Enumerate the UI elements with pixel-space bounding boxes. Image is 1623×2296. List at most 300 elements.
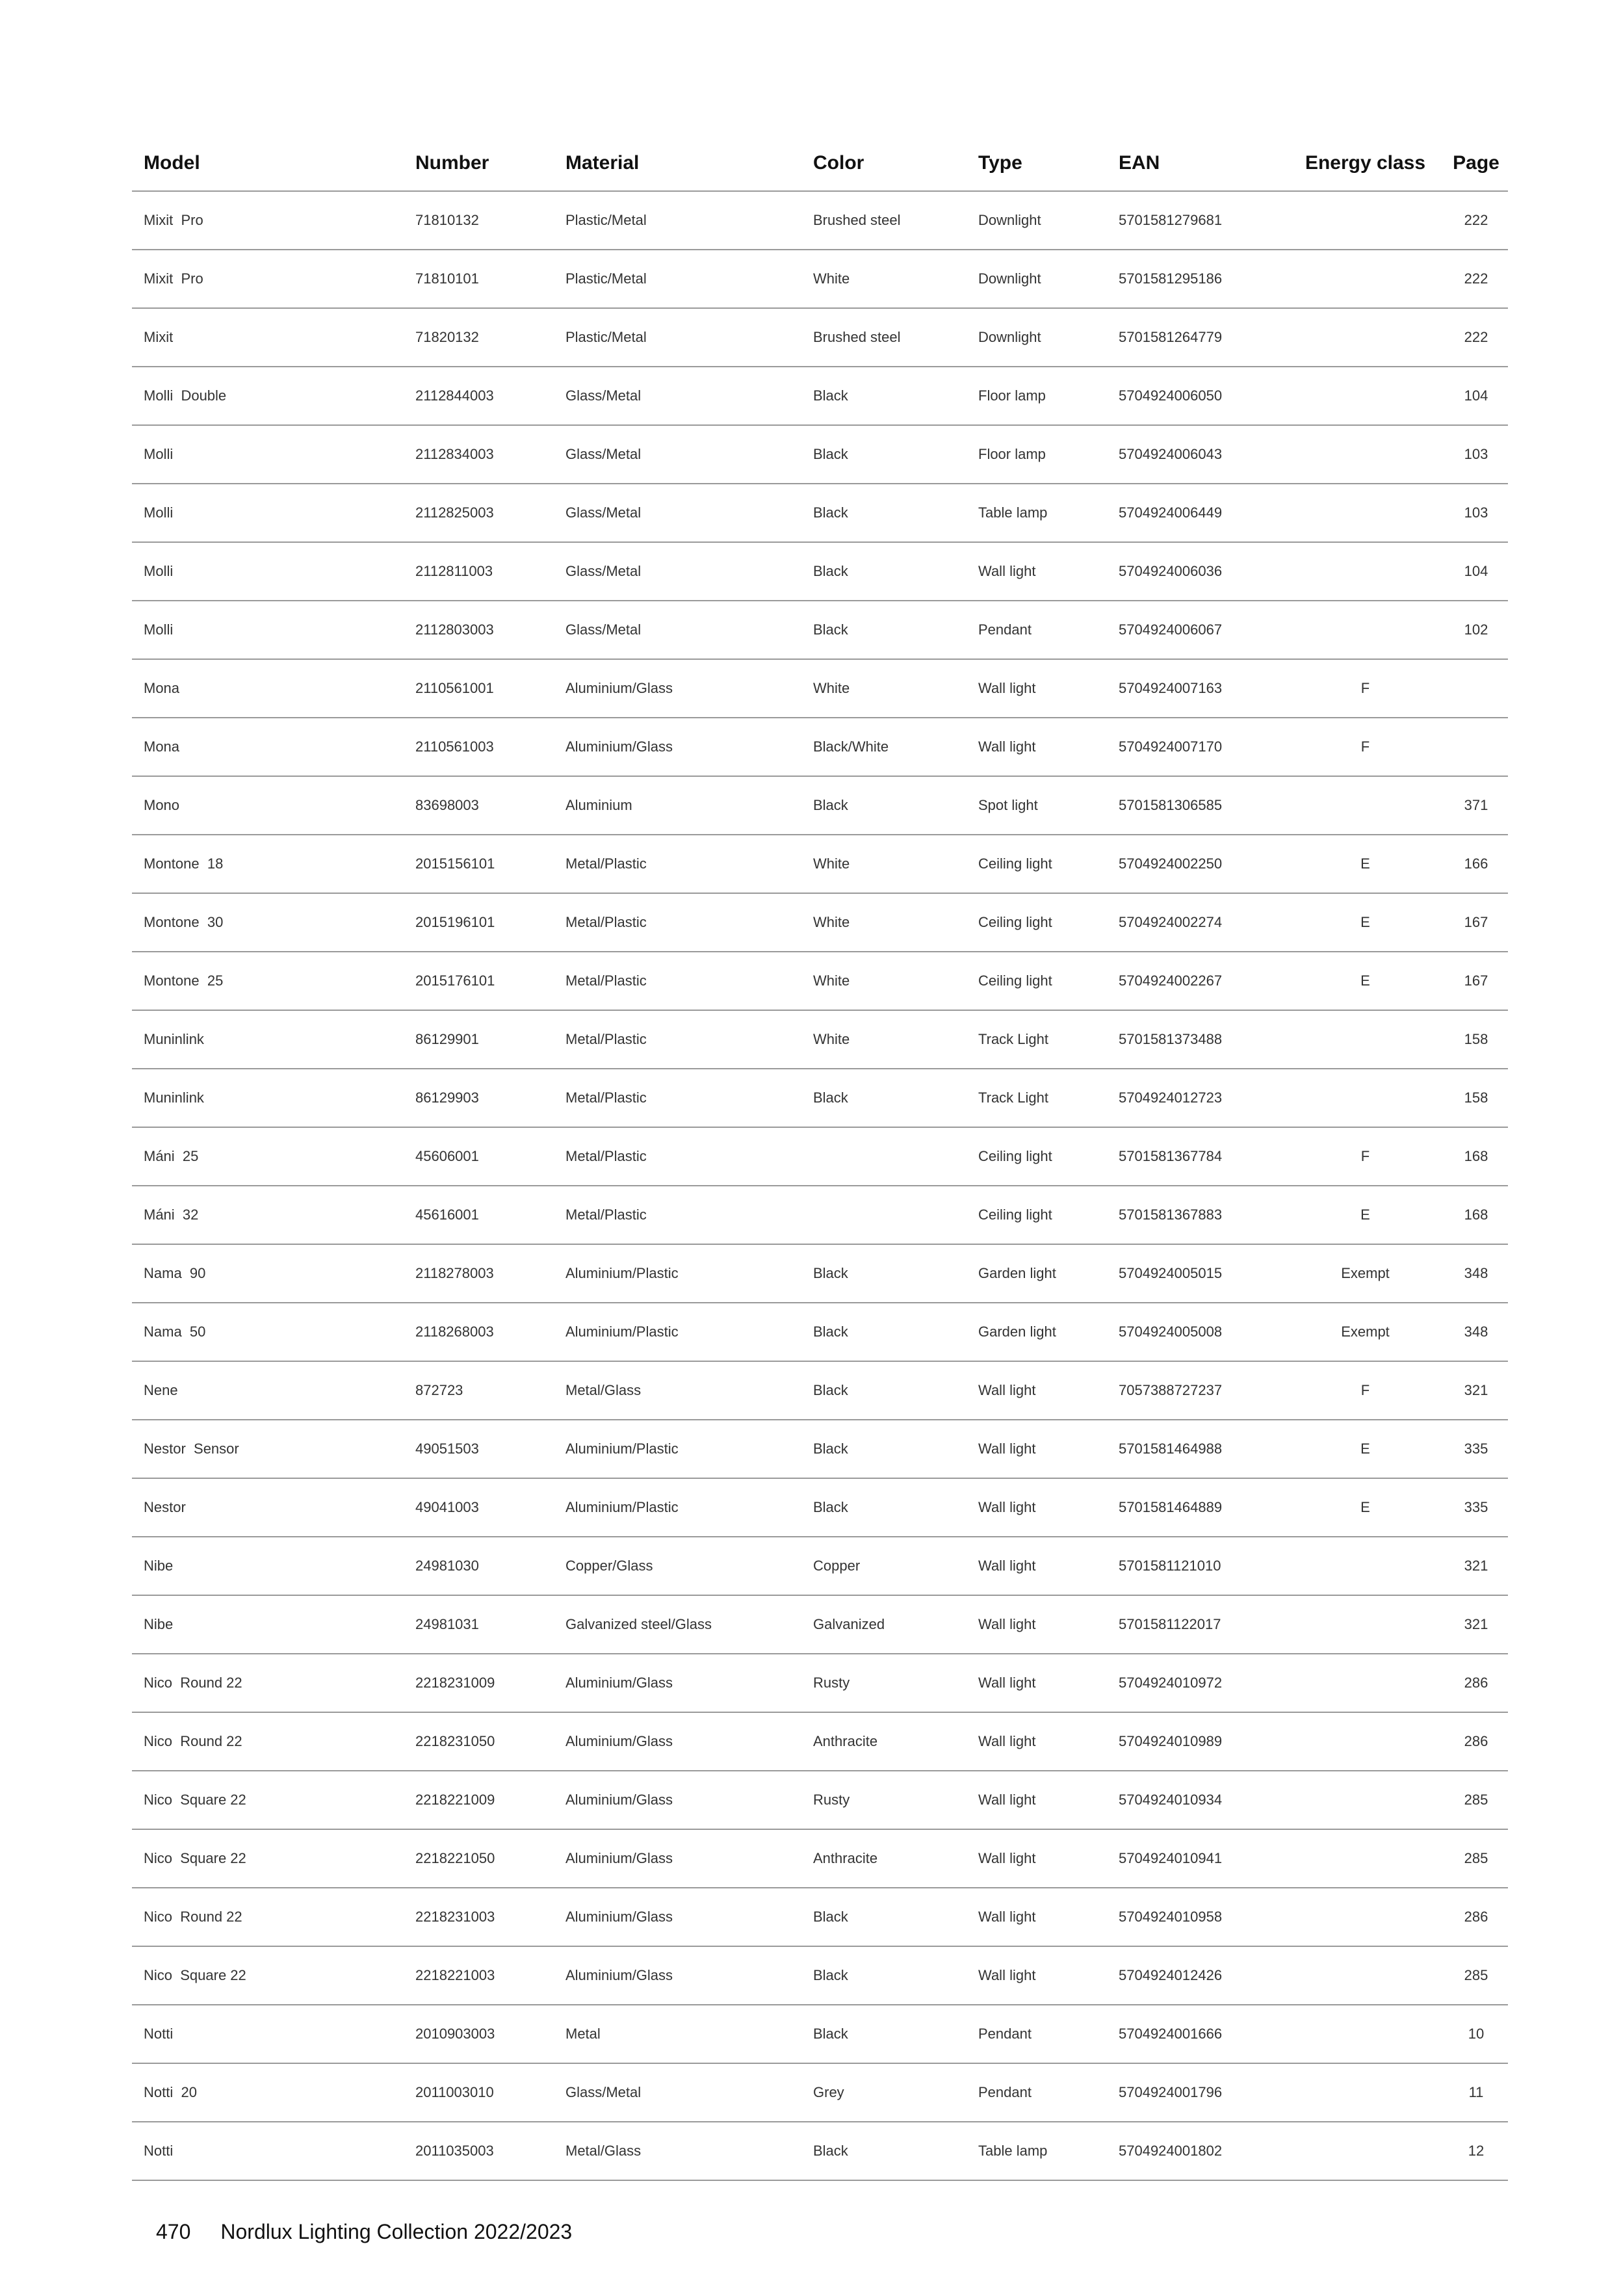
cell-color: Anthracite (801, 1829, 967, 1888)
table-row (132, 893, 1508, 952)
cell-ean: 5704924006449 (1107, 484, 1286, 542)
cell-ean: 5704924002250 (1107, 835, 1286, 893)
cell-energy-class (1286, 484, 1444, 542)
cell-number: 2112825003 (404, 484, 554, 542)
cell-number: 2110561003 (404, 718, 554, 776)
cell-type: Wall light (967, 1946, 1107, 2005)
cell-ean: 5701581464988 (1107, 1420, 1286, 1478)
cell-number: 86129903 (404, 1069, 554, 1127)
cell-model: Mixit Pro (132, 191, 404, 250)
cell-type: Wall light (967, 659, 1107, 718)
cell-material: Glass/Metal (554, 601, 801, 659)
cell-page: 335 (1444, 1420, 1508, 1478)
cell-page: 335 (1444, 1478, 1508, 1537)
table-row (132, 2063, 1508, 2122)
cell-ean: 5701581121010 (1107, 1537, 1286, 1595)
cell-number: 872723 (404, 1361, 554, 1420)
cell-energy-class: E (1286, 1420, 1444, 1478)
cell-ean: 5704924010989 (1107, 1712, 1286, 1771)
cell-model: Mono (132, 776, 404, 835)
cell-material: Metal (554, 2005, 801, 2063)
cell-ean: 5704924010972 (1107, 1654, 1286, 1712)
cell-ean: 5704924010934 (1107, 1771, 1286, 1829)
cell-ean: 5701581264779 (1107, 308, 1286, 367)
cell-ean: 5701581122017 (1107, 1595, 1286, 1654)
cell-page: 11 (1444, 2063, 1508, 2122)
table-row (132, 1946, 1508, 2005)
cell-page: 321 (1444, 1537, 1508, 1595)
cell-energy-class (1286, 250, 1444, 308)
cell-material: Plastic/Metal (554, 308, 801, 367)
table-row (132, 367, 1508, 425)
cell-type: Ceiling light (967, 1186, 1107, 1244)
cell-page: 286 (1444, 1888, 1508, 1946)
cell-page: 348 (1444, 1244, 1508, 1303)
cell-material: Metal/Plastic (554, 1127, 801, 1186)
cell-page: 166 (1444, 835, 1508, 893)
cell-material: Copper/Glass (554, 1537, 801, 1595)
cell-model: Molli (132, 484, 404, 542)
cell-color: Black (801, 601, 967, 659)
cell-color: Copper (801, 1537, 967, 1595)
column-header-type: Type (967, 135, 1107, 191)
cell-color: Black (801, 1420, 967, 1478)
cell-material: Glass/Metal (554, 425, 801, 484)
cell-color: Rusty (801, 1771, 967, 1829)
table-row (132, 1595, 1508, 1654)
cell-energy-class (1286, 2063, 1444, 2122)
cell-color: Galvanized (801, 1595, 967, 1654)
cell-material: Aluminium/Plastic (554, 1478, 801, 1537)
cell-number: 2112834003 (404, 425, 554, 484)
cell-energy-class (1286, 1712, 1444, 1771)
cell-type: Wall light (967, 542, 1107, 601)
cell-color: White (801, 893, 967, 952)
cell-page: 167 (1444, 893, 1508, 952)
cell-page: 104 (1444, 367, 1508, 425)
cell-number: 2118278003 (404, 1244, 554, 1303)
cell-number: 2112844003 (404, 367, 554, 425)
table-row (132, 1654, 1508, 1712)
cell-energy-class (1286, 1946, 1444, 2005)
cell-material: Metal/Glass (554, 2122, 801, 2180)
cell-model: Nico Square 22 (132, 1771, 404, 1829)
cell-ean: 5704924002274 (1107, 893, 1286, 952)
cell-material: Metal/Plastic (554, 835, 801, 893)
cell-type: Ceiling light (967, 1127, 1107, 1186)
cell-number: 71820132 (404, 308, 554, 367)
cell-type: Pendant (967, 2063, 1107, 2122)
cell-type: Wall light (967, 1420, 1107, 1478)
table-row (132, 1771, 1508, 1829)
cell-model: Nibe (132, 1595, 404, 1654)
cell-page: 158 (1444, 1010, 1508, 1069)
cell-energy-class: Exempt (1286, 1244, 1444, 1303)
cell-page (1444, 659, 1508, 718)
cell-material: Metal/Plastic (554, 1069, 801, 1127)
cell-material: Aluminium/Plastic (554, 1420, 801, 1478)
cell-energy-class (1286, 542, 1444, 601)
cell-model: Nestor Sensor (132, 1420, 404, 1478)
cell-number: 2118268003 (404, 1303, 554, 1361)
cell-model: Notti (132, 2122, 404, 2180)
cell-page: 371 (1444, 776, 1508, 835)
cell-energy-class: E (1286, 1186, 1444, 1244)
cell-energy-class (1286, 1069, 1444, 1127)
cell-color: Black (801, 1244, 967, 1303)
column-header-energy-class: Energy class (1286, 135, 1444, 191)
cell-model: Mona (132, 718, 404, 776)
cell-color: Anthracite (801, 1712, 967, 1771)
cell-model: Nama 90 (132, 1244, 404, 1303)
cell-model: Notti (132, 2005, 404, 2063)
cell-ean: 5701581373488 (1107, 1010, 1286, 1069)
cell-type: Table lamp (967, 484, 1107, 542)
cell-energy-class (1286, 425, 1444, 484)
table-row (132, 1478, 1508, 1537)
cell-ean: 5704924007170 (1107, 718, 1286, 776)
table-row (132, 1186, 1508, 1244)
cell-material: Metal/Plastic (554, 1010, 801, 1069)
cell-type: Spot light (967, 776, 1107, 835)
cell-ean: 5704924001796 (1107, 2063, 1286, 2122)
cell-material: Aluminium/Glass (554, 1771, 801, 1829)
cell-number: 2218231003 (404, 1888, 554, 1946)
cell-page: 10 (1444, 2005, 1508, 2063)
cell-material: Aluminium/Glass (554, 1654, 801, 1712)
cell-material: Aluminium/Glass (554, 659, 801, 718)
cell-ean: 5701581279681 (1107, 191, 1286, 250)
cell-page: 321 (1444, 1595, 1508, 1654)
cell-type: Wall light (967, 1654, 1107, 1712)
cell-material: Glass/Metal (554, 484, 801, 542)
cell-material: Aluminium (554, 776, 801, 835)
cell-number: 2015196101 (404, 893, 554, 952)
cell-type: Floor lamp (967, 425, 1107, 484)
cell-model: Nico Round 22 (132, 1712, 404, 1771)
cell-page: 222 (1444, 308, 1508, 367)
footer-page-number: 470 (156, 2220, 191, 2243)
cell-material: Metal/Glass (554, 1361, 801, 1420)
cell-number: 2112811003 (404, 542, 554, 601)
cell-color: Black (801, 1303, 967, 1361)
cell-energy-class (1286, 308, 1444, 367)
cell-page: 12 (1444, 2122, 1508, 2180)
table-row (132, 250, 1508, 308)
table-row (132, 952, 1508, 1010)
table-row (132, 1244, 1508, 1303)
cell-energy-class (1286, 367, 1444, 425)
table-row (132, 425, 1508, 484)
cell-type: Wall light (967, 1829, 1107, 1888)
cell-number: 2015176101 (404, 952, 554, 1010)
cell-type: Wall light (967, 1888, 1107, 1946)
cell-ean: 5701581367883 (1107, 1186, 1286, 1244)
cell-type: Wall light (967, 1478, 1107, 1537)
cell-color: Brushed steel (801, 191, 967, 250)
cell-number: 71810132 (404, 191, 554, 250)
table-row (132, 601, 1508, 659)
cell-page (1444, 718, 1508, 776)
cell-color: White (801, 1010, 967, 1069)
cell-energy-class (1286, 776, 1444, 835)
cell-page: 222 (1444, 250, 1508, 308)
table-body (132, 191, 1508, 2180)
cell-model: Máni 25 (132, 1127, 404, 1186)
cell-material: Aluminium/Plastic (554, 1303, 801, 1361)
cell-number: 2015156101 (404, 835, 554, 893)
cell-model: Molli (132, 542, 404, 601)
column-header-model: Model (132, 135, 404, 191)
cell-type: Downlight (967, 308, 1107, 367)
cell-model: Montone 25 (132, 952, 404, 1010)
cell-model: Molli Double (132, 367, 404, 425)
cell-type: Wall light (967, 718, 1107, 776)
cell-type: Wall light (967, 1712, 1107, 1771)
cell-type: Wall light (967, 1771, 1107, 1829)
cell-page: 168 (1444, 1127, 1508, 1186)
cell-ean: 5704924005015 (1107, 1244, 1286, 1303)
cell-number: 45616001 (404, 1186, 554, 1244)
cell-energy-class (1286, 1537, 1444, 1595)
table-row (132, 2005, 1508, 2063)
cell-color: Black/White (801, 718, 967, 776)
cell-color: Brushed steel (801, 308, 967, 367)
cell-number: 2010903003 (404, 2005, 554, 2063)
cell-ean: 5704924010958 (1107, 1888, 1286, 1946)
table-header-row (132, 135, 1508, 191)
cell-number: 49041003 (404, 1478, 554, 1537)
cell-page: 102 (1444, 601, 1508, 659)
cell-color: White (801, 952, 967, 1010)
cell-model: Nibe (132, 1537, 404, 1595)
cell-type: Garden light (967, 1303, 1107, 1361)
cell-energy-class: E (1286, 1478, 1444, 1537)
cell-ean: 5704924006050 (1107, 367, 1286, 425)
table-row (132, 191, 1508, 250)
cell-number: 2110561001 (404, 659, 554, 718)
cell-page: 222 (1444, 191, 1508, 250)
cell-material: Metal/Plastic (554, 1186, 801, 1244)
cell-ean: 5704924001666 (1107, 2005, 1286, 2063)
cell-color: Black (801, 1946, 967, 2005)
product-table-container (132, 135, 1508, 2181)
cell-color: Black (801, 1069, 967, 1127)
table-row (132, 1537, 1508, 1595)
cell-energy-class: Exempt (1286, 1303, 1444, 1361)
column-header-page: Page (1444, 135, 1508, 191)
cell-energy-class (1286, 2122, 1444, 2180)
cell-number: 71810101 (404, 250, 554, 308)
cell-ean: 5704924006067 (1107, 601, 1286, 659)
table-row (132, 1303, 1508, 1361)
cell-type: Downlight (967, 250, 1107, 308)
cell-type: Floor lamp (967, 367, 1107, 425)
cell-energy-class (1286, 1595, 1444, 1654)
cell-type: Track Light (967, 1069, 1107, 1127)
cell-type: Downlight (967, 191, 1107, 250)
cell-ean: 5701581367784 (1107, 1127, 1286, 1186)
cell-type: Wall light (967, 1537, 1107, 1595)
cell-color: Grey (801, 2063, 967, 2122)
cell-color: White (801, 659, 967, 718)
cell-model: Nene (132, 1361, 404, 1420)
cell-number: 86129901 (404, 1010, 554, 1069)
cell-model: Montone 18 (132, 835, 404, 893)
cell-number: 2011035003 (404, 2122, 554, 2180)
cell-material: Galvanized steel/Glass (554, 1595, 801, 1654)
cell-type: Ceiling light (967, 835, 1107, 893)
cell-page: 286 (1444, 1654, 1508, 1712)
table-row (132, 776, 1508, 835)
cell-type: Ceiling light (967, 893, 1107, 952)
cell-color: Black (801, 542, 967, 601)
cell-ean: 5704924012723 (1107, 1069, 1286, 1127)
cell-type: Wall light (967, 1361, 1107, 1420)
cell-material: Plastic/Metal (554, 191, 801, 250)
cell-material: Glass/Metal (554, 542, 801, 601)
table-row (132, 484, 1508, 542)
table-row (132, 1361, 1508, 1420)
cell-color: White (801, 250, 967, 308)
cell-energy-class (1286, 1829, 1444, 1888)
cell-energy-class: F (1286, 718, 1444, 776)
cell-material: Glass/Metal (554, 367, 801, 425)
cell-type: Ceiling light (967, 952, 1107, 1010)
cell-color: Black (801, 425, 967, 484)
table-row (132, 1829, 1508, 1888)
cell-material: Aluminium/Glass (554, 1946, 801, 2005)
cell-number: 24981031 (404, 1595, 554, 1654)
cell-number: 2011003010 (404, 2063, 554, 2122)
cell-ean: 5704924002267 (1107, 952, 1286, 1010)
cell-energy-class (1286, 2005, 1444, 2063)
cell-model: Molli (132, 601, 404, 659)
table-row (132, 718, 1508, 776)
cell-ean: 5704924001802 (1107, 2122, 1286, 2180)
cell-ean: 5704924005008 (1107, 1303, 1286, 1361)
cell-page: 168 (1444, 1186, 1508, 1244)
cell-energy-class (1286, 1888, 1444, 1946)
cell-page: 167 (1444, 952, 1508, 1010)
cell-color: Black (801, 776, 967, 835)
cell-material: Aluminium/Glass (554, 1888, 801, 1946)
cell-ean: 5704924012426 (1107, 1946, 1286, 2005)
cell-material: Aluminium/Glass (554, 718, 801, 776)
cell-color: Black (801, 1888, 967, 1946)
cell-type: Pendant (967, 601, 1107, 659)
cell-color: White (801, 835, 967, 893)
cell-material: Aluminium/Glass (554, 1712, 801, 1771)
cell-ean: 5701581295186 (1107, 250, 1286, 308)
cell-energy-class (1286, 1771, 1444, 1829)
cell-model: Máni 32 (132, 1186, 404, 1244)
cell-number: 2218231009 (404, 1654, 554, 1712)
cell-number: 2218221009 (404, 1771, 554, 1829)
table-row (132, 1420, 1508, 1478)
cell-color: Black (801, 1478, 967, 1537)
cell-color: Black (801, 1361, 967, 1420)
cell-material: Glass/Metal (554, 2063, 801, 2122)
cell-color: Black (801, 2005, 967, 2063)
cell-number: 2112803003 (404, 601, 554, 659)
cell-model: Nestor (132, 1478, 404, 1537)
table-row (132, 1069, 1508, 1127)
cell-type: Track Light (967, 1010, 1107, 1069)
cell-energy-class (1286, 601, 1444, 659)
cell-model: Notti 20 (132, 2063, 404, 2122)
column-header-ean: EAN (1107, 135, 1286, 191)
cell-material: Aluminium/Plastic (554, 1244, 801, 1303)
cell-material: Aluminium/Glass (554, 1829, 801, 1888)
cell-page: 285 (1444, 1771, 1508, 1829)
cell-page: 103 (1444, 484, 1508, 542)
cell-energy-class: F (1286, 1127, 1444, 1186)
cell-number: 2218221003 (404, 1946, 554, 2005)
cell-ean: 5704924010941 (1107, 1829, 1286, 1888)
table-row (132, 659, 1508, 718)
product-table (132, 135, 1508, 2181)
table-row (132, 1712, 1508, 1771)
cell-ean: 5701581306585 (1107, 776, 1286, 835)
cell-ean: 5704924006036 (1107, 542, 1286, 601)
cell-page: 285 (1444, 1946, 1508, 2005)
cell-color: Black (801, 2122, 967, 2180)
cell-page: 321 (1444, 1361, 1508, 1420)
column-header-number: Number (404, 135, 554, 191)
cell-page: 285 (1444, 1829, 1508, 1888)
cell-color: Rusty (801, 1654, 967, 1712)
table-row (132, 308, 1508, 367)
cell-ean: 7057388727237 (1107, 1361, 1286, 1420)
cell-number: 24981030 (404, 1537, 554, 1595)
cell-page: 348 (1444, 1303, 1508, 1361)
cell-model: Montone 30 (132, 893, 404, 952)
cell-energy-class: E (1286, 835, 1444, 893)
cell-model: Molli (132, 425, 404, 484)
cell-energy-class (1286, 191, 1444, 250)
cell-color: Black (801, 367, 967, 425)
cell-ean: 5704924007163 (1107, 659, 1286, 718)
cell-model: Mixit (132, 308, 404, 367)
cell-energy-class: E (1286, 952, 1444, 1010)
cell-page: 104 (1444, 542, 1508, 601)
page-footer (156, 2220, 572, 2244)
cell-number: 2218231050 (404, 1712, 554, 1771)
cell-model: Mona (132, 659, 404, 718)
cell-color (801, 1127, 967, 1186)
cell-type: Table lamp (967, 2122, 1107, 2180)
cell-model: Muninlink (132, 1069, 404, 1127)
column-header-material: Material (554, 135, 801, 191)
cell-material: Metal/Plastic (554, 893, 801, 952)
cell-color: Black (801, 484, 967, 542)
footer-title: Nordlux Lighting Collection 2022/2023 (220, 2220, 573, 2243)
cell-number: 45606001 (404, 1127, 554, 1186)
cell-model: Muninlink (132, 1010, 404, 1069)
cell-model: Nico Square 22 (132, 1829, 404, 1888)
cell-model: Nico Round 22 (132, 1888, 404, 1946)
cell-color (801, 1186, 967, 1244)
cell-number: 2218221050 (404, 1829, 554, 1888)
table-row (132, 542, 1508, 601)
cell-energy-class (1286, 1654, 1444, 1712)
cell-energy-class (1286, 1010, 1444, 1069)
table-row (132, 835, 1508, 893)
cell-page: 103 (1444, 425, 1508, 484)
cell-material: Metal/Plastic (554, 952, 801, 1010)
cell-type: Pendant (967, 2005, 1107, 2063)
